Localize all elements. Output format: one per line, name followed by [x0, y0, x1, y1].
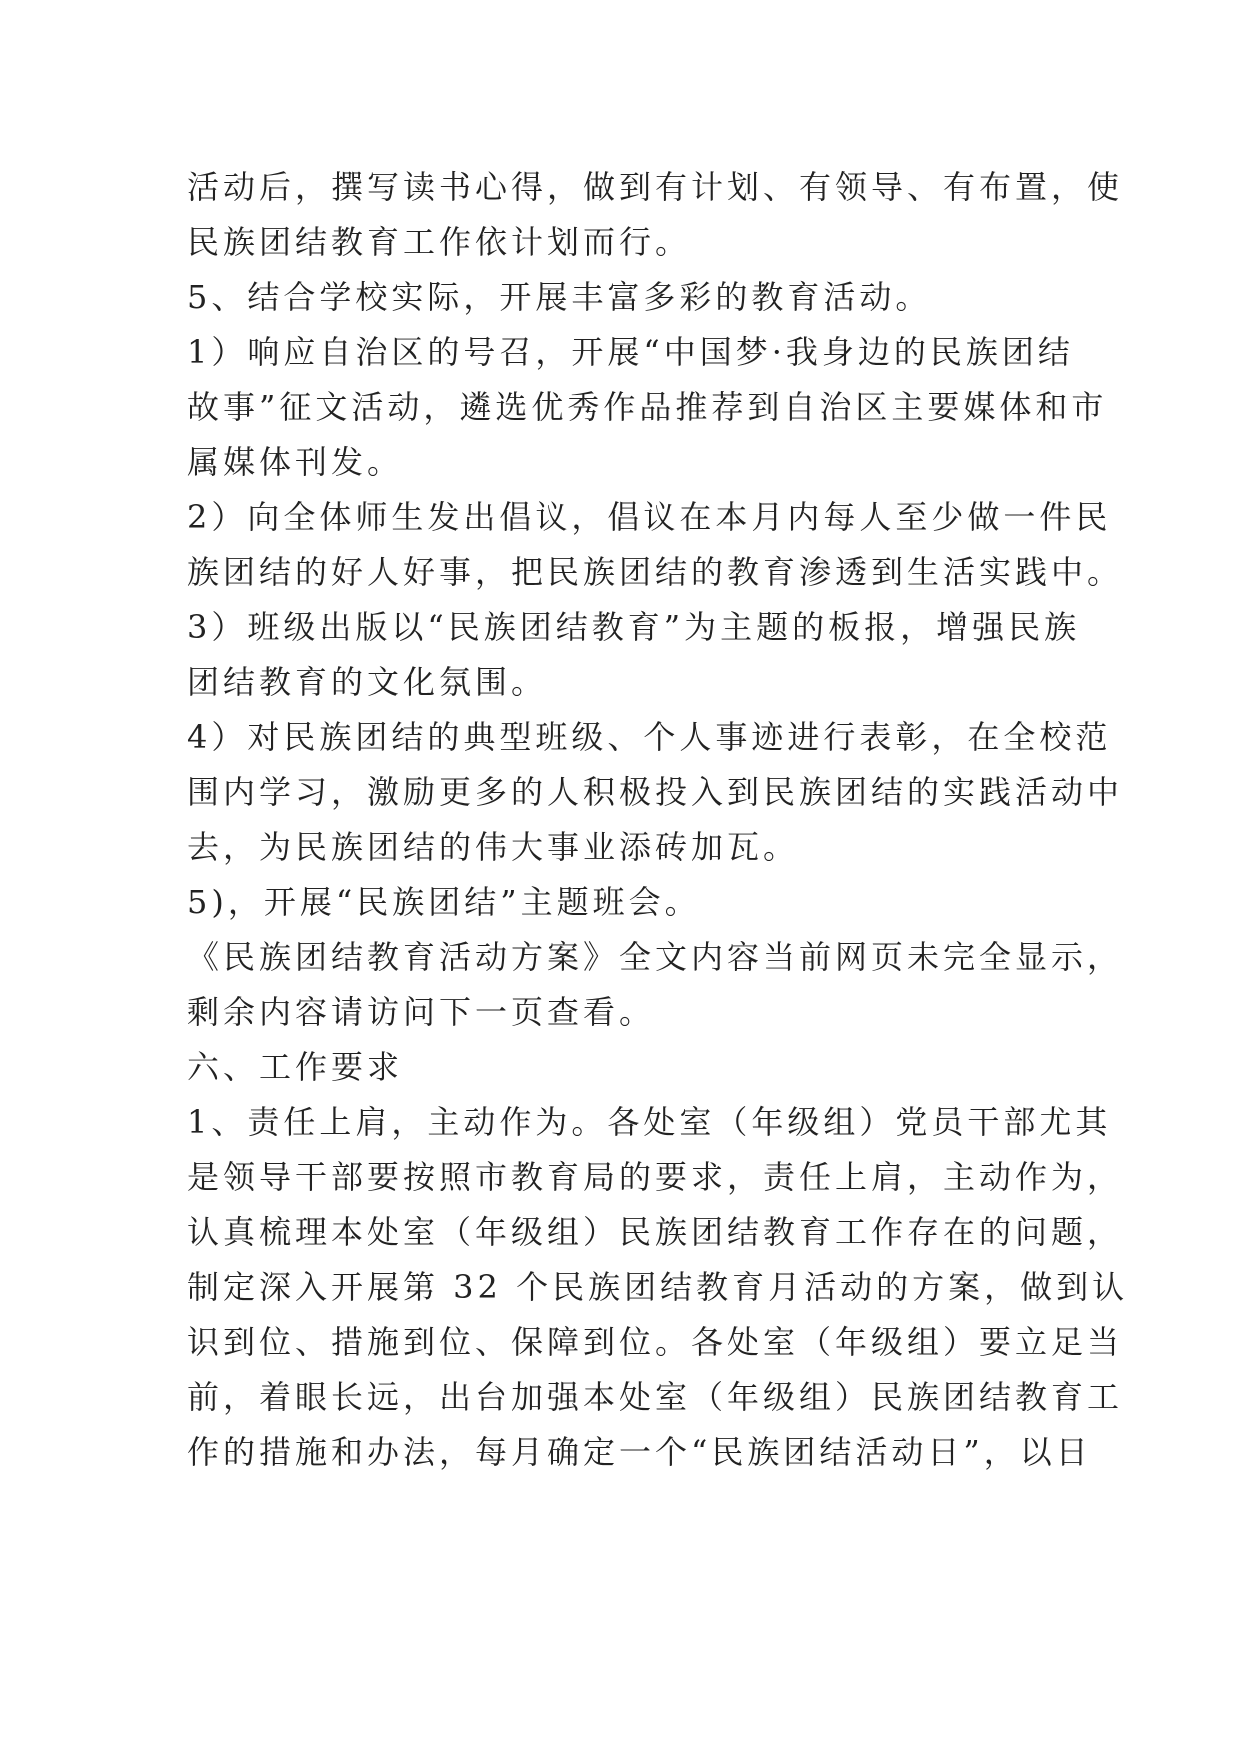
text-line: 《民族团结教育活动方案》全文内容当前网页未完全显示， [187, 938, 1124, 976]
text-line: 1、责任上肩，主动作为。各处室（年级组）党员干部尤其 [187, 1103, 1112, 1141]
text-line: 识到位、措施到位、保障到位。各处室（年级组）要立足当 [187, 1323, 1124, 1361]
text-line: 2）向全体师生发出倡议，倡议在本月内每人至少做一件民 [187, 498, 1112, 536]
text-line: 认真梳理本处室（年级组）民族团结教育工作存在的问题， [187, 1213, 1124, 1251]
text-line: 4）对民族团结的典型班级、个人事迹进行表彰，在全校范 [187, 718, 1112, 756]
text-line: 团结教育的文化氛围。 [187, 663, 548, 701]
text-line: 前，着眼长远，出台加强本处室（年级组）民族团结教育工 [187, 1378, 1124, 1416]
text-line: 5)，开展“民族团结”主题班会。 [187, 883, 701, 921]
text-line: 去，为民族团结的伟大事业添砖加瓦。 [187, 828, 800, 866]
text-line: 5、结合学校实际，开展丰富多彩的教育活动。 [187, 278, 932, 316]
text-line: 是领导干部要按照市教育局的要求，责任上肩，主动作为， [187, 1158, 1124, 1196]
text-line: 3）班级出版以“民族团结教育”为主题的板报，增强民族 [187, 608, 1081, 646]
text-line: 1）响应自治区的号召，开展“中国梦·我身边的民族团结 [187, 333, 1074, 371]
text-line: 作的措施和办法，每月确定一个“民族团结活动日”，以日 [187, 1433, 1092, 1471]
text-line: 故事”征文活动，遴选优秀作品推荐到自治区主要媒体和市 [187, 388, 1108, 426]
text-line: 剩余内容请访问下一页查看。 [187, 993, 656, 1031]
text-line: 族团结的好人好事，把民族团结的教育渗透到生活实践中。 [187, 553, 1124, 591]
text-line: 属媒体刊发。 [187, 443, 404, 481]
text-line: 围内学习，激励更多的人积极投入到民族团结的实践活动中 [187, 773, 1124, 811]
text-line: 民族团结教育工作依计划而行。 [187, 223, 692, 261]
text-line: 制定深入开展第 32 个民族团结教育月活动的方案，做到认 [187, 1268, 1129, 1306]
document-body [187, 160, 1129, 1480]
section-heading: 六、工作要求 [187, 1048, 404, 1086]
text-line: 活动后，撰写读书心得，做到有计划、有领导、有布置，使 [187, 168, 1124, 206]
